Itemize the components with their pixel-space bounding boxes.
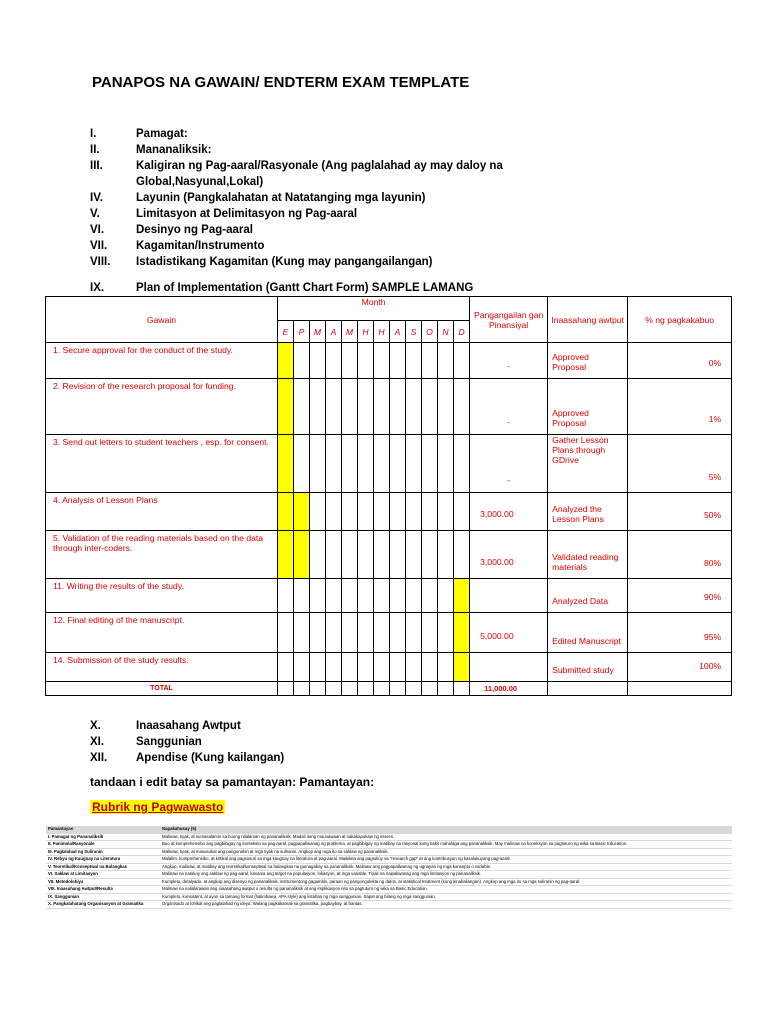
month-cell bbox=[358, 653, 374, 682]
month-cell bbox=[278, 379, 294, 435]
month-cell bbox=[358, 682, 374, 696]
outline-item bbox=[90, 126, 590, 142]
outline-text: Mananaliksik: bbox=[136, 144, 212, 156]
task-cell: 1. Secure approval for the conduct of the study. bbox=[46, 343, 278, 379]
outline-item bbox=[90, 238, 590, 254]
outline-text: Istadistikang Kagamitan (Kung may pangangailangan) bbox=[136, 256, 433, 268]
month-cell bbox=[294, 435, 310, 493]
rubric-description: Organisado at lohikal ang paglalahad ng ideya. Walang pagkakamali sa gramatika, pagbaybay, at bantas. bbox=[160, 901, 732, 909]
month-cell bbox=[342, 343, 358, 379]
month-cell bbox=[422, 343, 438, 379]
outline-text: Apendise (Kung kailangan) bbox=[136, 752, 285, 764]
month-header: A bbox=[326, 321, 342, 343]
rubric-criteria: VIII. Inaasahang Awtput/Resulta bbox=[46, 886, 160, 894]
amount-cell bbox=[470, 579, 548, 613]
outline-text: Desinyo ng Pag-aaral bbox=[136, 224, 253, 236]
month-header: D bbox=[454, 321, 470, 343]
outline-text: Sanggunian bbox=[136, 736, 202, 748]
month-cell bbox=[390, 531, 406, 579]
month-cell bbox=[358, 613, 374, 653]
rubric-table bbox=[46, 826, 732, 909]
month-cell bbox=[438, 579, 454, 613]
month-cell bbox=[406, 379, 422, 435]
task-cell: 3. Send out letters to student teachers , esp. for consent. bbox=[46, 435, 278, 493]
rubric-criteria: I. Pamagat ng Pananaliksik bbox=[46, 833, 160, 841]
month-cell bbox=[374, 682, 390, 696]
month-cell bbox=[294, 682, 310, 696]
outline-text: Kagamitan/Instrumento bbox=[136, 240, 265, 252]
rubric-criteria: VII. Metodolohiya bbox=[46, 878, 160, 886]
month-cell bbox=[326, 579, 342, 613]
outline-number: VIII. bbox=[90, 256, 111, 268]
month-cell bbox=[438, 653, 454, 682]
header-pangangailangan: Pangangailan gan Pinansiyal bbox=[470, 297, 548, 343]
month-cell bbox=[406, 493, 422, 531]
month-cell bbox=[438, 493, 454, 531]
month-cell bbox=[294, 653, 310, 682]
month-cell bbox=[294, 379, 310, 435]
header-month: Month bbox=[278, 297, 470, 321]
rubric-criteria: V. Teoretikal/Konseptwal na Balangkas bbox=[46, 863, 160, 871]
month-cell bbox=[406, 531, 422, 579]
gantt-row bbox=[46, 493, 732, 531]
outline-item bbox=[90, 142, 590, 158]
amount-cell: 5,000.00 bbox=[470, 613, 548, 653]
month-header: A bbox=[390, 321, 406, 343]
month-header: N bbox=[438, 321, 454, 343]
month-cell bbox=[358, 379, 374, 435]
task-cell: 2. Revision of the research proposal for funding. bbox=[46, 379, 278, 435]
outline-list bbox=[90, 126, 590, 296]
rubric-criteria: III. Paglalahad ng Suliranin bbox=[46, 848, 160, 856]
month-cell bbox=[390, 379, 406, 435]
month-cell bbox=[454, 653, 470, 682]
total-row bbox=[46, 682, 732, 696]
outline-number: VI. bbox=[90, 224, 105, 236]
percent-cell: 1% bbox=[628, 379, 732, 435]
rubric-header-score: Napakahusay (5) bbox=[160, 826, 732, 833]
output-cell: Approved Proposal bbox=[548, 343, 628, 379]
month-cell bbox=[342, 653, 358, 682]
task-cell: 12. Final editing of the manuscript. bbox=[46, 613, 278, 653]
task-cell: 4. Analysis of Lesson Plans bbox=[46, 493, 278, 531]
outline-number: XII. bbox=[90, 752, 108, 764]
month-cell bbox=[454, 613, 470, 653]
month-cell bbox=[374, 435, 390, 493]
month-header: O bbox=[422, 321, 438, 343]
outline-number: XI. bbox=[90, 736, 105, 748]
header-awtput: Inaasahang awtput bbox=[548, 297, 628, 343]
rubric-description: Malinaw na natukoy ang saklaw ng pag-aaral, kasama ang target na populasyon, lokasyon, at mga variable. Tiyak na naipaliwanag ang mga limitasyon ng pananaliksik. bbox=[160, 871, 732, 879]
month-cell bbox=[326, 531, 342, 579]
month-cell bbox=[454, 379, 470, 435]
month-cell bbox=[374, 613, 390, 653]
month-cell bbox=[422, 379, 438, 435]
rubric-description: Kumpleto, detalyado, at angkop ang disenyo ng pananaliksik, instrumentong gagamitin, paraan ng pangongolekta ng datos, at statistical treatment (kung kinakailangan). Angkop ang mga ito sa mga suliranin ng pag-aaral. bbox=[160, 878, 732, 886]
outline-item bbox=[90, 734, 590, 750]
month-cell bbox=[422, 653, 438, 682]
note-text: tandaan i edit batay sa pamantayan: Pamantayan: bbox=[90, 775, 375, 789]
outline-text: Global,Nasyunal,Lokal) bbox=[136, 176, 264, 188]
rubric-description: Malinaw na nailalarawan ang inaasahang awtput o resulta ng pananaliksik at ang implikasyon nito sa pagtuturo ng wika sa Basic Education. bbox=[160, 886, 732, 894]
month-cell bbox=[278, 613, 294, 653]
month-cell bbox=[294, 493, 310, 531]
amount-cell bbox=[470, 653, 548, 682]
gantt-row bbox=[46, 531, 732, 579]
outline-number bbox=[90, 174, 136, 190]
month-cell bbox=[326, 493, 342, 531]
outline-number: I. bbox=[90, 128, 97, 140]
rubric-criteria: IV. Rebyu ng Kaugnay na Literatura bbox=[46, 856, 160, 864]
rubric-row bbox=[46, 833, 732, 841]
amount-cell: - bbox=[470, 343, 548, 379]
month-cell bbox=[358, 493, 374, 531]
month-cell bbox=[390, 493, 406, 531]
rubric-description: Kumpleto, konsistent, at ayon sa tamang format (halimbawa, APA style) ang listahan ng mga sanggunian. Sapat ang bilang ng mga sanggunian. bbox=[160, 893, 732, 901]
month-header: P bbox=[294, 321, 310, 343]
total-output-cell bbox=[548, 682, 628, 696]
month-cell bbox=[294, 579, 310, 613]
gantt-row bbox=[46, 343, 732, 379]
month-cell bbox=[454, 531, 470, 579]
percent-cell: 0% bbox=[628, 343, 732, 379]
outline-item bbox=[90, 254, 590, 270]
month-cell bbox=[438, 682, 454, 696]
month-header: M bbox=[310, 321, 326, 343]
month-cell bbox=[358, 435, 374, 493]
month-cell bbox=[374, 493, 390, 531]
month-cell bbox=[406, 435, 422, 493]
header-pct: % ng pagkakabuo bbox=[628, 297, 732, 343]
outline-number: X. bbox=[90, 720, 101, 732]
month-cell bbox=[342, 493, 358, 531]
rubric-row bbox=[46, 893, 732, 901]
month-cell bbox=[342, 682, 358, 696]
rubric-row bbox=[46, 856, 732, 864]
outline-text: Plan of Implementation (Gantt Chart Form) SAMPLE LAMANG bbox=[136, 282, 474, 294]
output-cell: Edited Manuscript bbox=[548, 613, 628, 653]
month-cell bbox=[310, 531, 326, 579]
output-cell: Analyzed the Lesson Plans bbox=[548, 493, 628, 531]
month-cell bbox=[326, 435, 342, 493]
month-cell bbox=[278, 579, 294, 613]
month-cell bbox=[358, 579, 374, 613]
rubric-description: Buo at komprehensibo ang pagbibigay ng konteksto sa pag-aaral, pagpapaliwanag ng problema, at pagbibigay ng matibay na rasyonal kung bakit mahalaga ang pananaliksik. May malinaw na koneksyon sa pagtuturo ng wika sa Basic Education. bbox=[160, 841, 732, 849]
outline-item bbox=[90, 718, 590, 734]
outline-number: IV. bbox=[90, 192, 104, 204]
outline-list-2 bbox=[90, 718, 590, 766]
month-cell bbox=[342, 531, 358, 579]
percent-cell: 5% bbox=[628, 435, 732, 493]
month-cell bbox=[310, 493, 326, 531]
rubric-row bbox=[46, 878, 732, 886]
outline-number: V. bbox=[90, 208, 100, 220]
amount-cell: 3,000.00 bbox=[470, 493, 548, 531]
month-cell bbox=[406, 682, 422, 696]
month-cell bbox=[454, 579, 470, 613]
month-cell bbox=[422, 579, 438, 613]
rubric-header-row bbox=[46, 826, 732, 833]
total-label: TOTAL bbox=[46, 682, 278, 696]
month-cell bbox=[310, 435, 326, 493]
month-cell bbox=[374, 653, 390, 682]
month-cell bbox=[390, 613, 406, 653]
month-cell bbox=[374, 579, 390, 613]
outline-text: Pamagat: bbox=[136, 128, 188, 140]
rubric-row bbox=[46, 886, 732, 894]
gantt-row bbox=[46, 435, 732, 493]
month-cell bbox=[278, 435, 294, 493]
month-cell bbox=[422, 435, 438, 493]
rubric-header-criteria: Pamantayan bbox=[46, 826, 160, 833]
rubric-row bbox=[46, 863, 732, 871]
output-cell: Analyzed Data bbox=[548, 579, 628, 613]
month-header: H bbox=[374, 321, 390, 343]
month-cell bbox=[390, 682, 406, 696]
outline-number: III. bbox=[90, 160, 103, 172]
month-cell bbox=[342, 379, 358, 435]
page-title: PANAPOS NA GAWAIN/ ENDTERM EXAM TEMPLATE bbox=[92, 74, 470, 91]
outline-item bbox=[90, 206, 590, 222]
month-cell bbox=[406, 653, 422, 682]
month-cell bbox=[278, 653, 294, 682]
month-cell bbox=[438, 435, 454, 493]
rubric-row bbox=[46, 901, 732, 909]
month-cell bbox=[278, 531, 294, 579]
month-cell bbox=[406, 343, 422, 379]
task-cell: 14. Submission of the study results. bbox=[46, 653, 278, 682]
month-cell bbox=[294, 613, 310, 653]
rubric-criteria: IX. Sanggunian bbox=[46, 893, 160, 901]
outline-item bbox=[90, 222, 590, 238]
output-cell: Approved Proposal bbox=[548, 379, 628, 435]
month-cell bbox=[390, 653, 406, 682]
percent-cell: 80% bbox=[628, 531, 732, 579]
header-gawain: Gawain bbox=[46, 297, 278, 343]
month-cell bbox=[278, 682, 294, 696]
month-cell bbox=[374, 343, 390, 379]
rubric-row bbox=[46, 841, 732, 849]
month-cell bbox=[438, 379, 454, 435]
month-cell bbox=[342, 613, 358, 653]
month-cell bbox=[358, 531, 374, 579]
outline-number: II. bbox=[90, 144, 100, 156]
month-cell bbox=[422, 613, 438, 653]
month-cell bbox=[326, 613, 342, 653]
month-cell bbox=[374, 379, 390, 435]
month-cell bbox=[406, 579, 422, 613]
gantt-table bbox=[45, 296, 732, 696]
gantt-row bbox=[46, 379, 732, 435]
output-cell: Submitted study bbox=[548, 653, 628, 682]
percent-cell: 100% bbox=[628, 653, 732, 682]
rubric-description: Malinaw, tiyak, at sumasalamin sa buong nilalaman ng pananaliksik. Madali itong maunawaan at nakakapukaw ng interes. bbox=[160, 833, 732, 841]
rubric-description: Malalim, komprehensibo, at kritikal ang pagsusuri sa mga kaugnay na literatura at pag-aaral. Maikikita ang pagtukoy sa "research gap" at ang kontribusyon ng kasalukuyang pag-aaral. bbox=[160, 856, 732, 864]
outline-text: Inaasahang Awtput bbox=[136, 720, 241, 732]
output-cell: Validated reading materials bbox=[548, 531, 628, 579]
month-header: E bbox=[278, 321, 294, 343]
month-cell bbox=[438, 531, 454, 579]
month-cell bbox=[390, 343, 406, 379]
month-cell bbox=[438, 343, 454, 379]
total-amount: 11,000.00 bbox=[470, 682, 548, 696]
month-cell bbox=[294, 343, 310, 379]
rubric-criteria: VI. Saklaw at Limitasyon bbox=[46, 871, 160, 879]
month-cell bbox=[326, 653, 342, 682]
outline-text: Layunin (Pangkalahatan at Natatanging mga layunin) bbox=[136, 192, 426, 204]
month-cell bbox=[454, 682, 470, 696]
month-cell bbox=[374, 531, 390, 579]
month-cell bbox=[438, 613, 454, 653]
outline-text: Limitasyon at Delimitasyon ng Pag-aaral bbox=[136, 208, 358, 220]
month-cell bbox=[278, 493, 294, 531]
rubric-criteria: X. Pangkalahatang Organisasyon at Gramatika bbox=[46, 901, 160, 909]
month-cell bbox=[278, 343, 294, 379]
rubric-description: Angkop, malinaw, at matibay ang teoretikal/konseptwal na balangkas na gumagabay sa pananaliksik. Malinaw ang pagpapaliwanag ng ugnayan ng mga konsepto o variable. bbox=[160, 863, 732, 871]
rubrik-title: Rubrik ng Pagwawasto bbox=[92, 800, 224, 814]
month-cell bbox=[326, 682, 342, 696]
month-cell bbox=[390, 435, 406, 493]
amount-cell: - bbox=[470, 379, 548, 435]
amount-cell: 3,000.00 bbox=[470, 531, 548, 579]
percent-cell: 50% bbox=[628, 493, 732, 531]
month-cell bbox=[422, 682, 438, 696]
month-cell bbox=[310, 579, 326, 613]
outline-number: VII. bbox=[90, 240, 108, 252]
output-cell: Gather Lesson Plans through GDrive bbox=[548, 435, 628, 493]
month-cell bbox=[310, 343, 326, 379]
month-cell bbox=[358, 343, 374, 379]
month-cell bbox=[310, 379, 326, 435]
month-cell bbox=[342, 435, 358, 493]
month-cell bbox=[406, 613, 422, 653]
outline-item bbox=[90, 190, 590, 206]
outline-number: IX. bbox=[90, 282, 105, 294]
gantt-row bbox=[46, 579, 732, 613]
plan-heading bbox=[90, 280, 590, 296]
outline-item bbox=[90, 174, 590, 190]
gantt-row bbox=[46, 613, 732, 653]
month-header: M bbox=[342, 321, 358, 343]
outline-text: Kaligiran ng Pag-aaral/Rasyonale (Ang paglalahad ay may daloy na bbox=[136, 160, 503, 172]
percent-cell: 90% bbox=[628, 579, 732, 613]
month-cell bbox=[390, 579, 406, 613]
month-cell bbox=[310, 653, 326, 682]
month-cell bbox=[310, 682, 326, 696]
month-cell bbox=[454, 435, 470, 493]
outline-item bbox=[90, 750, 590, 766]
month-cell bbox=[422, 493, 438, 531]
month-header: S bbox=[406, 321, 422, 343]
month-cell bbox=[294, 531, 310, 579]
amount-cell: - bbox=[470, 435, 548, 493]
outline-item bbox=[90, 158, 590, 174]
month-cell bbox=[310, 613, 326, 653]
month-header: H bbox=[358, 321, 374, 343]
month-cell bbox=[342, 579, 358, 613]
month-cell bbox=[454, 343, 470, 379]
rubric-row bbox=[46, 871, 732, 879]
rubric-criteria: II. Panimula/Rasyonale bbox=[46, 841, 160, 849]
rubric-description: Malinaw, tiyak, at masusukat ang pangunahin at mga tiyak na suliranin. Angkop ang mga ito sa saklaw ng pananaliksik. bbox=[160, 848, 732, 856]
task-cell: 11. Writing the results of the study. bbox=[46, 579, 278, 613]
month-cell bbox=[326, 379, 342, 435]
task-cell: 5. Validation of the reading materials based on the data through inter-coders. bbox=[46, 531, 278, 579]
rubric-row bbox=[46, 848, 732, 856]
total-percent-cell bbox=[628, 682, 732, 696]
gantt-row bbox=[46, 653, 732, 682]
percent-cell: 95% bbox=[628, 613, 732, 653]
month-cell bbox=[326, 343, 342, 379]
month-cell bbox=[422, 531, 438, 579]
month-cell bbox=[454, 493, 470, 531]
